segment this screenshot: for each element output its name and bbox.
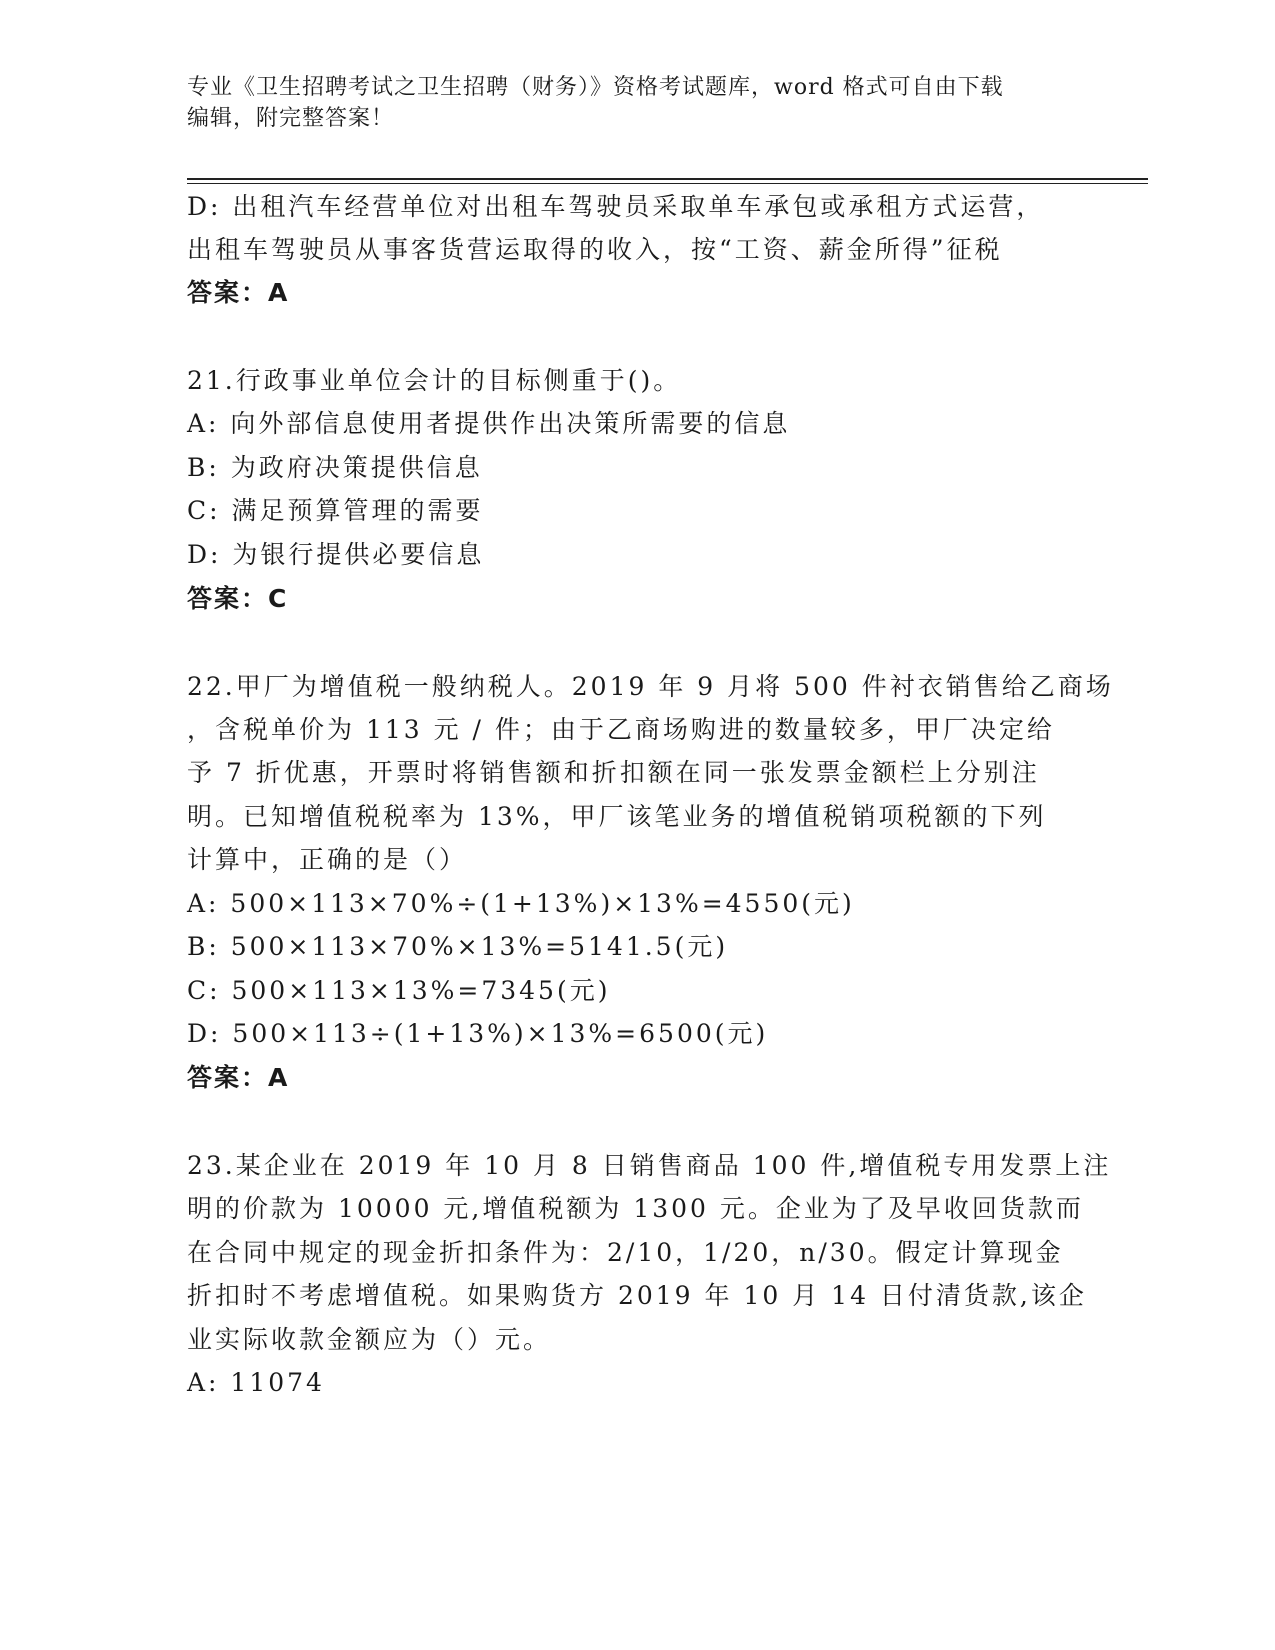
q23-stem-line-1: 23.某企业在 2019 年 10 月 8 日销售商品 100 件,增值税专用发票上注 [187,1151,1112,1180]
document-header [187,72,1067,134]
q22-stem-line-2: ，含税单价为 113 元 / 件；由于乙商场购进的数量较多，甲厂决定给 [187,715,1055,744]
q21-answer: 答案：C [187,584,289,613]
q21-option-b: B: 为政府决策提供信息 [187,453,483,482]
q22-stem-line-3: 予 7 折优惠，开票时将销售额和折扣额在同一张发票金额栏上分别注 [187,758,1040,787]
q20-option-d-line-1: D: 出租汽车经营单位对出租车驾驶员采取单车承包或承租方式运营， [187,192,1045,221]
q22-stem-line-1: 22.甲厂为增值税一般纳税人。2019 年 9 月将 500 件衬衣销售给乙商场 [187,672,1114,701]
header-line-1: 专业《卫生招聘考试之卫生招聘（财务）》资格考试题库，word 格式可自由下载 [187,75,1004,100]
header-line-2: 编辑，附完整答案！ [187,106,395,131]
q21-stem: 21.行政事业单位会计的目标侧重于()。 [187,366,682,395]
header-divider-thin [187,183,1148,184]
q22-option-d: D: 500×113÷(1+13%)×13%=6500(元) [187,1019,769,1048]
q20-option-d-line-2: 出租车驾驶员从事客货营运取得的收入，按“工资、薪金所得”征税 [187,235,1003,264]
q22-answer: 答案：A [187,1063,290,1092]
q23-stem-line-3: 在合同中规定的现金折扣条件为：2/10，1/20，n/30。假定计算现金 [187,1238,1064,1267]
q21-option-d: D: 为银行提供必要信息 [187,540,485,569]
q21-option-a: A: 向外部信息使用者提供作出决策所需要的信息 [187,409,791,438]
q22-option-b: B: 500×113×70%×13%=5141.5(元) [187,932,729,961]
q23-stem-line-2: 明的价款为 10000 元,增值税额为 1300 元。企业为了及早收回货款而 [187,1194,1084,1223]
header-divider-thick [187,178,1148,180]
q22-option-c: C: 500×113×13%=7345(元) [187,976,611,1005]
q20-answer: 答案：A [187,278,290,307]
q22-option-a: A: 500×113×70%÷(1+13%)×13%=4550(元) [187,889,855,918]
q23-stem-line-5: 业实际收款金额应为（）元。 [187,1325,552,1354]
q22-stem-line-5: 计算中，正确的是（） [187,845,468,874]
q21-option-c: C: 满足预算管理的需要 [187,496,484,525]
q22-stem-line-4: 明。已知增值税税率为 13%，甲厂该笔业务的增值税销项税额的下列 [187,802,1047,831]
q23-option-a: A: 11074 [187,1368,325,1397]
q23-stem-line-4: 折扣时不考虑增值税。如果购货方 2019 年 10 月 14 日付清货款,该企 [187,1281,1087,1310]
